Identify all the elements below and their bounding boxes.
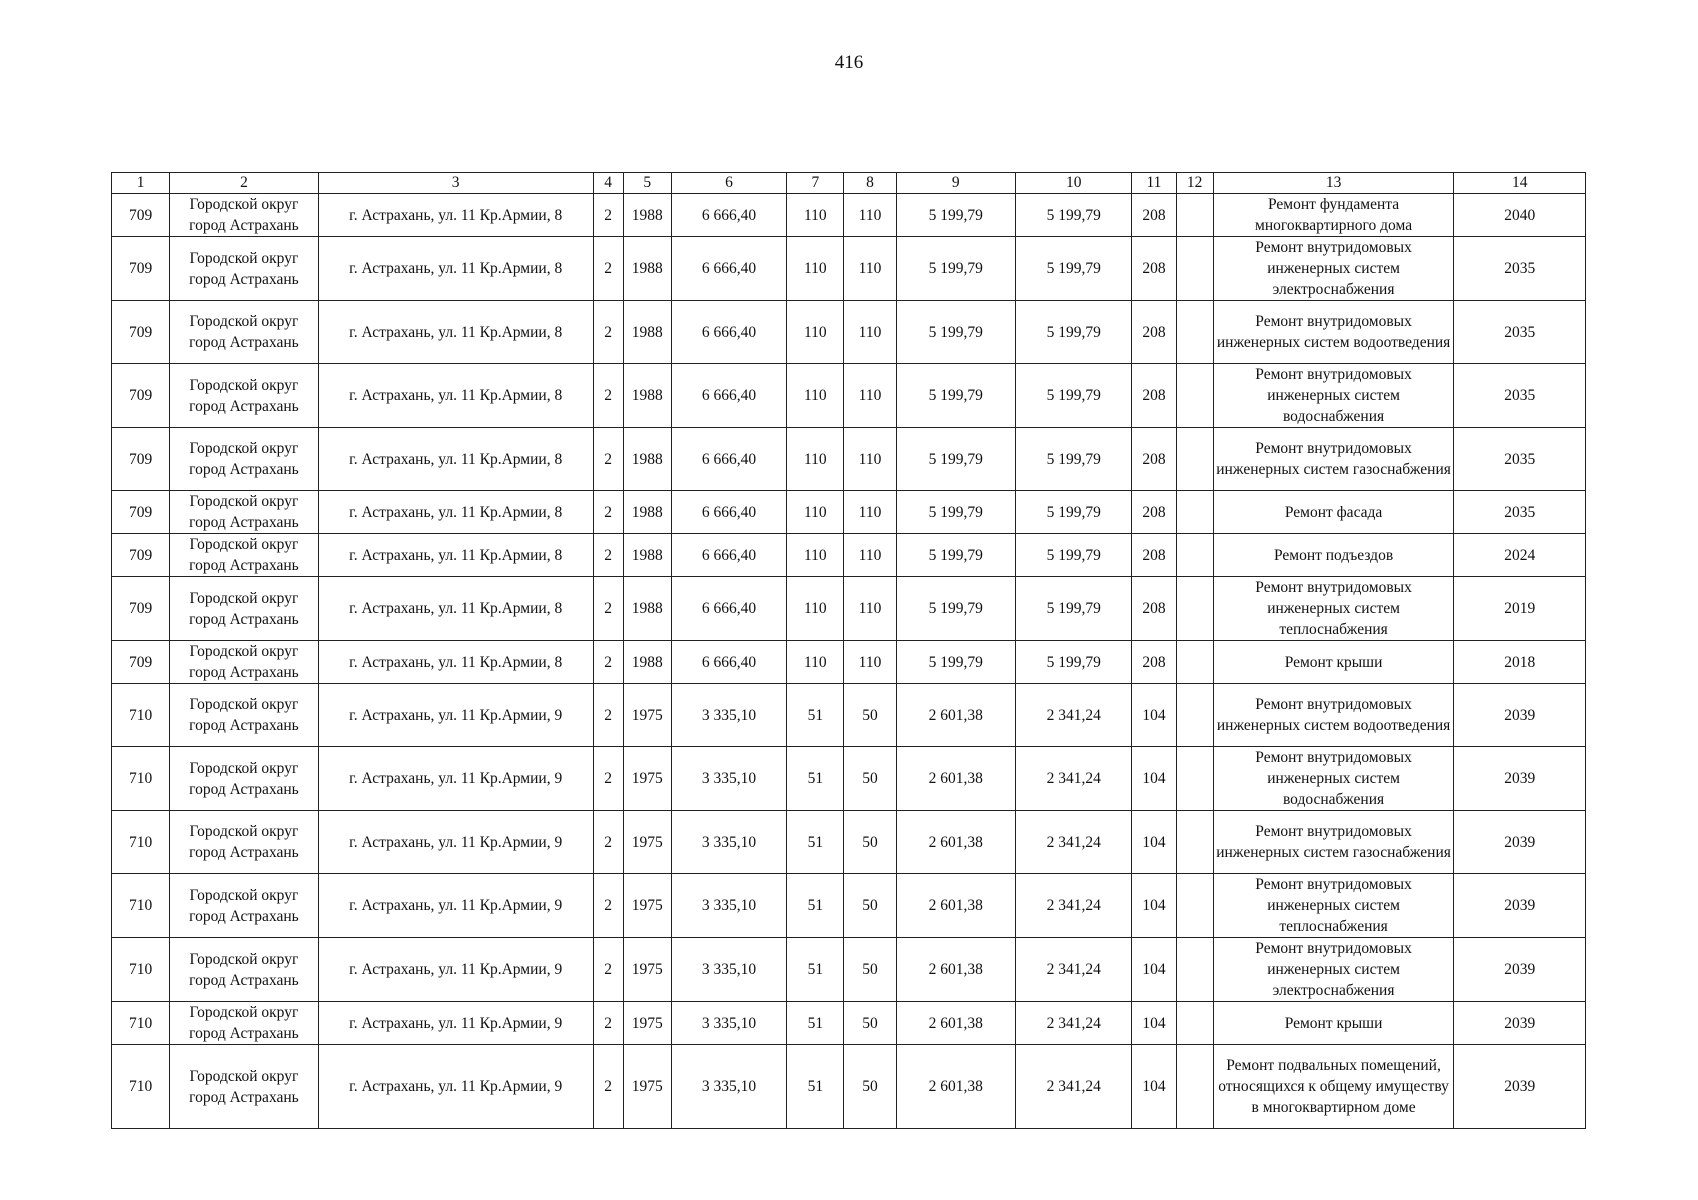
- cell-c10: 5 199,79: [1016, 428, 1132, 491]
- col-header-8: 8: [844, 173, 896, 194]
- cell-c4: 2: [593, 641, 623, 684]
- cell-c7: 51: [787, 684, 844, 747]
- cell-c4: 2: [593, 491, 623, 534]
- cell-c7: 110: [787, 301, 844, 364]
- cell-c13: Ремонт внутридомовых инженерных систем газоснабжения: [1213, 428, 1454, 491]
- col-header-2: 2: [170, 173, 319, 194]
- cell-c14: 2039: [1454, 747, 1586, 811]
- cell-c12: [1176, 194, 1213, 237]
- cell-c11: 104: [1132, 747, 1176, 811]
- cell-c5: 1975: [623, 747, 671, 811]
- cell-c1: 709: [112, 534, 170, 577]
- cell-c9: 5 199,79: [896, 534, 1015, 577]
- cell-c1: 709: [112, 577, 170, 641]
- cell-c7: 51: [787, 747, 844, 811]
- cell-c2: Городской округ город Астрахань: [170, 194, 319, 237]
- cell-c13: Ремонт подвальных помещений, относящихся к общему имуществу в многоквартирном доме: [1213, 1045, 1454, 1129]
- cell-c7: 110: [787, 491, 844, 534]
- cell-c14: 2018: [1454, 641, 1586, 684]
- cell-c12: [1176, 1002, 1213, 1045]
- cell-c12: [1176, 364, 1213, 428]
- cell-c11: 208: [1132, 491, 1176, 534]
- cell-c4: 2: [593, 364, 623, 428]
- table-row: [112, 641, 1586, 684]
- cell-c3: г. Астрахань, ул. 11 Кр.Армии, 8: [318, 301, 593, 364]
- cell-c13: Ремонт внутридомовых инженерных систем водоотведения: [1213, 684, 1454, 747]
- cell-c9: 5 199,79: [896, 491, 1015, 534]
- cell-c1: 709: [112, 237, 170, 301]
- col-header-13: 13: [1213, 173, 1454, 194]
- cell-c5: 1975: [623, 1045, 671, 1129]
- cell-c6: 3 335,10: [671, 811, 786, 874]
- cell-c4: 2: [593, 301, 623, 364]
- header-row: [112, 173, 1586, 194]
- cell-c13: Ремонт внутридомовых инженерных систем электроснабжения: [1213, 938, 1454, 1002]
- cell-c13: Ремонт внутридомовых инженерных систем водоснабжения: [1213, 364, 1454, 428]
- cell-c12: [1176, 577, 1213, 641]
- cell-c2: Городской округ город Астрахань: [170, 301, 319, 364]
- cell-c9: 5 199,79: [896, 194, 1015, 237]
- cell-c6: 6 666,40: [671, 641, 786, 684]
- cell-c12: [1176, 747, 1213, 811]
- cell-c12: [1176, 491, 1213, 534]
- table-row: [112, 938, 1586, 1002]
- table-row: [112, 684, 1586, 747]
- page-number: 416: [834, 52, 864, 73]
- table-row: [112, 1045, 1586, 1129]
- cell-c8: 110: [844, 364, 896, 428]
- cell-c10: 2 341,24: [1016, 684, 1132, 747]
- cell-c10: 5 199,79: [1016, 491, 1132, 534]
- cell-c5: 1988: [623, 428, 671, 491]
- cell-c14: 2040: [1454, 194, 1586, 237]
- table-row: [112, 874, 1586, 938]
- cell-c2: Городской округ город Астрахань: [170, 491, 319, 534]
- cell-c14: 2035: [1454, 491, 1586, 534]
- cell-c3: г. Астрахань, ул. 11 Кр.Армии, 9: [318, 811, 593, 874]
- cell-c1: 710: [112, 1002, 170, 1045]
- cell-c8: 50: [844, 874, 896, 938]
- cell-c5: 1988: [623, 491, 671, 534]
- cell-c12: [1176, 301, 1213, 364]
- cell-c1: 710: [112, 874, 170, 938]
- col-header-9: 9: [896, 173, 1015, 194]
- cell-c12: [1176, 534, 1213, 577]
- cell-c8: 110: [844, 428, 896, 491]
- cell-c14: 2035: [1454, 428, 1586, 491]
- cell-c7: 110: [787, 364, 844, 428]
- cell-c6: 6 666,40: [671, 364, 786, 428]
- col-header-5: 5: [623, 173, 671, 194]
- cell-c11: 208: [1132, 577, 1176, 641]
- cell-c13: Ремонт внутридомовых инженерных систем газоснабжения: [1213, 811, 1454, 874]
- cell-c8: 110: [844, 194, 896, 237]
- cell-c14: 2024: [1454, 534, 1586, 577]
- cell-c3: г. Астрахань, ул. 11 Кр.Армии, 9: [318, 747, 593, 811]
- cell-c6: 3 335,10: [671, 1045, 786, 1129]
- cell-c2: Городской округ город Астрахань: [170, 364, 319, 428]
- cell-c14: 2035: [1454, 364, 1586, 428]
- cell-c2: Городской округ город Астрахань: [170, 1002, 319, 1045]
- cell-c3: г. Астрахань, ул. 11 Кр.Армии, 9: [318, 938, 593, 1002]
- cell-c7: 110: [787, 194, 844, 237]
- cell-c9: 5 199,79: [896, 301, 1015, 364]
- cell-c13: Ремонт внутридомовых инженерных систем электроснабжения: [1213, 237, 1454, 301]
- cell-c10: 5 199,79: [1016, 641, 1132, 684]
- cell-c10: 2 341,24: [1016, 874, 1132, 938]
- cell-c8: 110: [844, 491, 896, 534]
- col-header-14: 14: [1454, 173, 1586, 194]
- cell-c9: 5 199,79: [896, 364, 1015, 428]
- cell-c2: Городской округ город Астрахань: [170, 237, 319, 301]
- cell-c4: 2: [593, 938, 623, 1002]
- cell-c6: 6 666,40: [671, 577, 786, 641]
- cell-c8: 50: [844, 747, 896, 811]
- cell-c1: 710: [112, 684, 170, 747]
- cell-c5: 1988: [623, 577, 671, 641]
- cell-c6: 6 666,40: [671, 301, 786, 364]
- cell-c4: 2: [593, 1045, 623, 1129]
- cell-c10: 2 341,24: [1016, 1002, 1132, 1045]
- col-header-11: 11: [1132, 173, 1176, 194]
- cell-c3: г. Астрахань, ул. 11 Кр.Армии, 8: [318, 577, 593, 641]
- cell-c13: Ремонт внутридомовых инженерных систем теплоснабжения: [1213, 577, 1454, 641]
- cell-c12: [1176, 938, 1213, 1002]
- cell-c4: 2: [593, 194, 623, 237]
- cell-c7: 110: [787, 428, 844, 491]
- cell-c2: Городской округ город Астрахань: [170, 577, 319, 641]
- cell-c12: [1176, 684, 1213, 747]
- cell-c10: 5 199,79: [1016, 301, 1132, 364]
- cell-c7: 51: [787, 1045, 844, 1129]
- cell-c4: 2: [593, 747, 623, 811]
- cell-c6: 3 335,10: [671, 747, 786, 811]
- cell-c1: 710: [112, 938, 170, 1002]
- cell-c9: 2 601,38: [896, 811, 1015, 874]
- cell-c4: 2: [593, 237, 623, 301]
- cell-c13: Ремонт фасада: [1213, 491, 1454, 534]
- cell-c11: 104: [1132, 811, 1176, 874]
- cell-c8: 110: [844, 237, 896, 301]
- cell-c14: 2039: [1454, 811, 1586, 874]
- cell-c10: 5 199,79: [1016, 534, 1132, 577]
- col-header-6: 6: [671, 173, 786, 194]
- cell-c4: 2: [593, 1002, 623, 1045]
- cell-c12: [1176, 811, 1213, 874]
- cell-c11: 104: [1132, 684, 1176, 747]
- cell-c14: 2019: [1454, 577, 1586, 641]
- cell-c7: 51: [787, 1002, 844, 1045]
- cell-c1: 709: [112, 428, 170, 491]
- cell-c2: Городской округ город Астрахань: [170, 684, 319, 747]
- cell-c4: 2: [593, 534, 623, 577]
- cell-c13: Ремонт внутридомовых инженерных систем теплоснабжения: [1213, 874, 1454, 938]
- cell-c10: 2 341,24: [1016, 747, 1132, 811]
- cell-c3: г. Астрахань, ул. 11 Кр.Армии, 9: [318, 1045, 593, 1129]
- cell-c7: 51: [787, 938, 844, 1002]
- cell-c3: г. Астрахань, ул. 11 Кр.Армии, 8: [318, 491, 593, 534]
- table-row: [112, 1002, 1586, 1045]
- cell-c14: 2035: [1454, 237, 1586, 301]
- cell-c1: 709: [112, 641, 170, 684]
- cell-c5: 1975: [623, 1002, 671, 1045]
- cell-c6: 6 666,40: [671, 237, 786, 301]
- cell-c8: 110: [844, 301, 896, 364]
- cell-c13: Ремонт внутридомовых инженерных систем водоснабжения: [1213, 747, 1454, 811]
- cell-c2: Городской округ город Астрахань: [170, 641, 319, 684]
- table-row: [112, 747, 1586, 811]
- cell-c2: Городской округ город Астрахань: [170, 811, 319, 874]
- cell-c2: Городской округ город Астрахань: [170, 428, 319, 491]
- cell-c9: 2 601,38: [896, 747, 1015, 811]
- cell-c8: 50: [844, 811, 896, 874]
- cell-c5: 1988: [623, 534, 671, 577]
- cell-c14: 2039: [1454, 1045, 1586, 1129]
- cell-c10: 2 341,24: [1016, 938, 1132, 1002]
- capital-repair-table: [111, 172, 1586, 1129]
- cell-c9: 2 601,38: [896, 1002, 1015, 1045]
- cell-c7: 110: [787, 641, 844, 684]
- cell-c6: 3 335,10: [671, 684, 786, 747]
- cell-c9: 2 601,38: [896, 874, 1015, 938]
- cell-c9: 2 601,38: [896, 684, 1015, 747]
- cell-c3: г. Астрахань, ул. 11 Кр.Армии, 9: [318, 874, 593, 938]
- cell-c3: г. Астрахань, ул. 11 Кр.Армии, 8: [318, 534, 593, 577]
- cell-c5: 1975: [623, 684, 671, 747]
- cell-c5: 1988: [623, 194, 671, 237]
- cell-c5: 1975: [623, 938, 671, 1002]
- cell-c7: 110: [787, 534, 844, 577]
- cell-c10: 2 341,24: [1016, 1045, 1132, 1129]
- cell-c5: 1988: [623, 301, 671, 364]
- cell-c5: 1988: [623, 237, 671, 301]
- cell-c6: 6 666,40: [671, 491, 786, 534]
- cell-c3: г. Астрахань, ул. 11 Кр.Армии, 8: [318, 364, 593, 428]
- col-header-4: 4: [593, 173, 623, 194]
- cell-c3: г. Астрахань, ул. 11 Кр.Армии, 8: [318, 641, 593, 684]
- cell-c11: 104: [1132, 1002, 1176, 1045]
- cell-c13: Ремонт крыши: [1213, 1002, 1454, 1045]
- cell-c5: 1975: [623, 874, 671, 938]
- cell-c9: 5 199,79: [896, 428, 1015, 491]
- cell-c3: г. Астрахань, ул. 11 Кр.Армии, 9: [318, 684, 593, 747]
- cell-c13: Ремонт крыши: [1213, 641, 1454, 684]
- cell-c5: 1988: [623, 364, 671, 428]
- cell-c10: 5 199,79: [1016, 194, 1132, 237]
- table-row: [112, 364, 1586, 428]
- cell-c11: 208: [1132, 237, 1176, 301]
- cell-c12: [1176, 641, 1213, 684]
- table-row: [112, 534, 1586, 577]
- cell-c6: 6 666,40: [671, 428, 786, 491]
- cell-c1: 710: [112, 747, 170, 811]
- cell-c8: 110: [844, 641, 896, 684]
- cell-c10: 5 199,79: [1016, 577, 1132, 641]
- cell-c13: Ремонт внутридомовых инженерных систем водоотведения: [1213, 301, 1454, 364]
- cell-c4: 2: [593, 811, 623, 874]
- cell-c6: 6 666,40: [671, 534, 786, 577]
- cell-c9: 5 199,79: [896, 641, 1015, 684]
- cell-c3: г. Астрахань, ул. 11 Кр.Армии, 8: [318, 428, 593, 491]
- col-header-7: 7: [787, 173, 844, 194]
- cell-c14: 2039: [1454, 874, 1586, 938]
- cell-c8: 110: [844, 534, 896, 577]
- cell-c11: 104: [1132, 1045, 1176, 1129]
- cell-c1: 709: [112, 301, 170, 364]
- cell-c2: Городской округ город Астрахань: [170, 938, 319, 1002]
- cell-c1: 710: [112, 811, 170, 874]
- cell-c2: Городской округ город Астрахань: [170, 534, 319, 577]
- cell-c9: 2 601,38: [896, 1045, 1015, 1129]
- cell-c7: 51: [787, 874, 844, 938]
- cell-c10: 5 199,79: [1016, 364, 1132, 428]
- cell-c14: 2035: [1454, 301, 1586, 364]
- cell-c3: г. Астрахань, ул. 11 Кр.Армии, 8: [318, 194, 593, 237]
- cell-c2: Городской округ город Астрахань: [170, 1045, 319, 1129]
- cell-c11: 104: [1132, 874, 1176, 938]
- cell-c7: 51: [787, 811, 844, 874]
- cell-c10: 5 199,79: [1016, 237, 1132, 301]
- cell-c11: 208: [1132, 534, 1176, 577]
- cell-c14: 2039: [1454, 1002, 1586, 1045]
- cell-c8: 50: [844, 938, 896, 1002]
- table-body: [112, 194, 1586, 1129]
- table-row: [112, 491, 1586, 534]
- cell-c7: 110: [787, 237, 844, 301]
- table-row: [112, 301, 1586, 364]
- cell-c6: 3 335,10: [671, 938, 786, 1002]
- col-header-3: 3: [318, 173, 593, 194]
- cell-c7: 110: [787, 577, 844, 641]
- cell-c9: 5 199,79: [896, 577, 1015, 641]
- col-header-10: 10: [1016, 173, 1132, 194]
- cell-c5: 1975: [623, 811, 671, 874]
- cell-c12: [1176, 237, 1213, 301]
- cell-c1: 709: [112, 364, 170, 428]
- table-row: [112, 428, 1586, 491]
- cell-c2: Городской округ город Астрахань: [170, 874, 319, 938]
- table-row: [112, 237, 1586, 301]
- cell-c6: 3 335,10: [671, 874, 786, 938]
- cell-c3: г. Астрахань, ул. 11 Кр.Армии, 8: [318, 237, 593, 301]
- cell-c1: 709: [112, 194, 170, 237]
- cell-c13: Ремонт подъездов: [1213, 534, 1454, 577]
- cell-c14: 2039: [1454, 938, 1586, 1002]
- cell-c12: [1176, 874, 1213, 938]
- cell-c9: 2 601,38: [896, 938, 1015, 1002]
- cell-c4: 2: [593, 874, 623, 938]
- cell-c5: 1988: [623, 641, 671, 684]
- cell-c12: [1176, 1045, 1213, 1129]
- table-row: [112, 577, 1586, 641]
- cell-c13: Ремонт фундамента многоквартирного дома: [1213, 194, 1454, 237]
- col-header-1: 1: [112, 173, 170, 194]
- cell-c12: [1176, 428, 1213, 491]
- cell-c6: 6 666,40: [671, 194, 786, 237]
- cell-c11: 208: [1132, 428, 1176, 491]
- cell-c9: 5 199,79: [896, 237, 1015, 301]
- cell-c10: 2 341,24: [1016, 811, 1132, 874]
- cell-c11: 208: [1132, 641, 1176, 684]
- cell-c1: 709: [112, 491, 170, 534]
- table-row: [112, 811, 1586, 874]
- table-row: [112, 194, 1586, 237]
- cell-c14: 2039: [1454, 684, 1586, 747]
- cell-c4: 2: [593, 684, 623, 747]
- cell-c2: Городской округ город Астрахань: [170, 747, 319, 811]
- cell-c11: 208: [1132, 364, 1176, 428]
- cell-c11: 208: [1132, 301, 1176, 364]
- col-header-12: 12: [1176, 173, 1213, 194]
- cell-c4: 2: [593, 428, 623, 491]
- cell-c8: 50: [844, 684, 896, 747]
- cell-c3: г. Астрахань, ул. 11 Кр.Армии, 9: [318, 1002, 593, 1045]
- cell-c1: 710: [112, 1045, 170, 1129]
- cell-c11: 104: [1132, 938, 1176, 1002]
- cell-c8: 110: [844, 577, 896, 641]
- cell-c4: 2: [593, 577, 623, 641]
- cell-c8: 50: [844, 1002, 896, 1045]
- cell-c11: 208: [1132, 194, 1176, 237]
- cell-c6: 3 335,10: [671, 1002, 786, 1045]
- cell-c8: 50: [844, 1045, 896, 1129]
